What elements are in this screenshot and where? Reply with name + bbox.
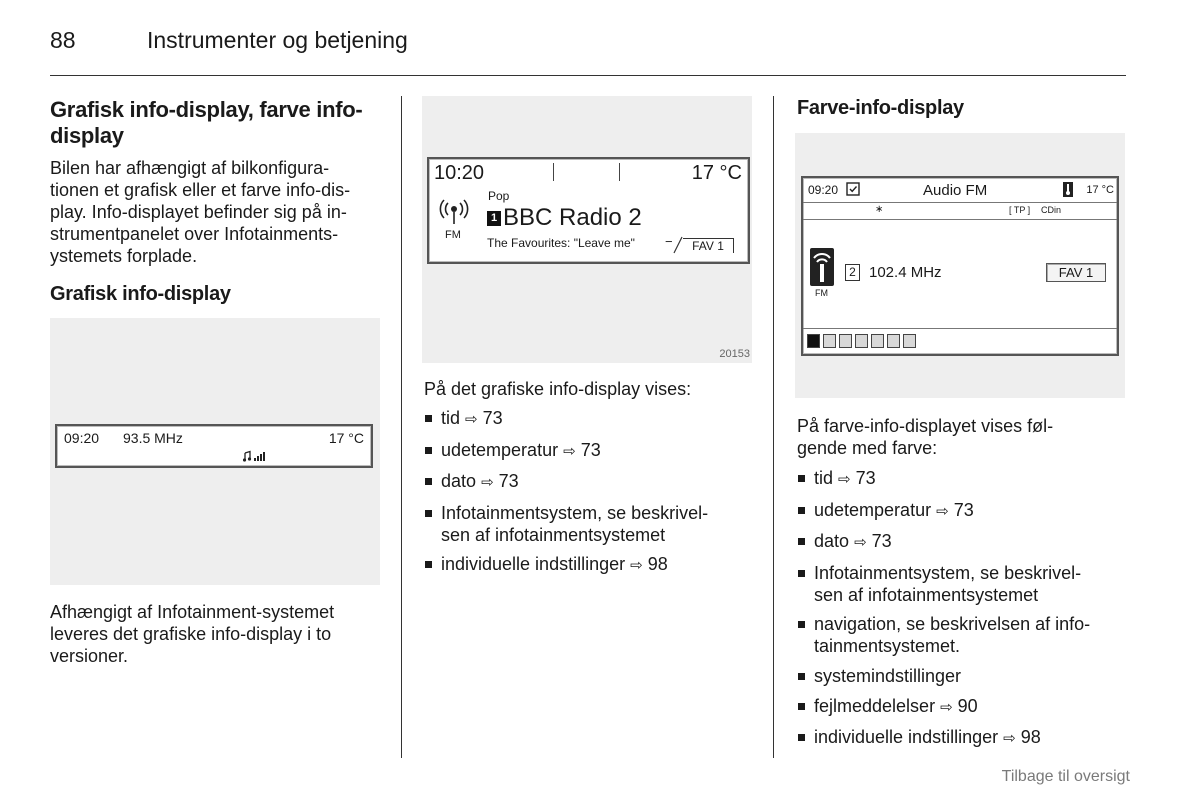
list-item — [424, 439, 708, 463]
preset-number-badge: 1 — [487, 211, 501, 226]
bullet-marker — [798, 570, 805, 577]
graphic-display-intro: På det grafiske info-display vises: — [424, 379, 692, 399]
bullet-marker — [798, 673, 805, 680]
list-item-text: individuelle indstillinger — [814, 727, 999, 748]
display-separator — [553, 163, 554, 181]
list-item — [797, 562, 1090, 606]
bullet-marker — [425, 478, 432, 485]
text-line: tionen et grafisk eller et farve info-dis- — [50, 180, 351, 200]
subheading-graphic-display: Grafisk info-display — [50, 283, 231, 305]
page-reference[interactable]: 73 — [953, 499, 974, 520]
text-line: Bilen har afhængigt af bilkonfigura- — [50, 158, 330, 178]
display-temperature: 17 °C — [691, 162, 742, 184]
bullet-marker — [798, 507, 805, 514]
text-line: play. Info-displayet befinder sig på in- — [50, 202, 347, 222]
intro-paragraph — [50, 157, 350, 267]
cross-reference-icon: ⇨ — [940, 698, 953, 716]
bullet-marker — [425, 510, 432, 517]
cross-reference-icon: ⇨ — [563, 442, 576, 460]
list-item-text: sen af infotainmentsystemet — [814, 584, 1039, 605]
fav-tab-icon — [673, 236, 683, 254]
list-item-text: udetemperatur — [441, 439, 559, 460]
list-item-text: tid — [441, 408, 461, 428]
list-item-text: navigation, se beskrivelsen af info- — [814, 614, 1091, 635]
list-item — [797, 665, 1090, 687]
radio-antenna-icon — [439, 197, 469, 225]
back-to-overview-link[interactable]: Tilbage til oversigt — [1001, 768, 1130, 785]
color-display-list — [797, 467, 1090, 758]
bluetooth-icon: ∗ — [875, 204, 884, 215]
bullet-marker — [425, 415, 432, 422]
navigation-icon — [855, 334, 868, 348]
list-item — [797, 530, 1090, 554]
display-temperature: 17 °C — [328, 430, 364, 446]
header-divider — [50, 75, 1126, 76]
audio-icon — [807, 334, 820, 348]
graphic-display-list — [424, 407, 708, 585]
fav-button: FAV 1 — [683, 238, 734, 253]
display-title: Audio FM — [923, 182, 988, 199]
display-frequency: 93.5 MHz — [123, 430, 183, 446]
radio-antenna-icon — [810, 248, 834, 286]
page-reference[interactable]: 90 — [957, 695, 978, 716]
page-reference[interactable]: 98 — [1020, 727, 1041, 748]
display-temperature: 17 °C — [1086, 184, 1114, 196]
list-item — [424, 407, 708, 431]
list-item — [797, 695, 1090, 719]
display-band: FM — [445, 229, 461, 241]
display-screen — [801, 176, 1119, 356]
section-heading-line: display — [50, 123, 124, 148]
column-divider-right — [773, 96, 774, 758]
bullet-marker — [798, 538, 805, 545]
list-item-text: systemindstillinger — [814, 665, 962, 686]
list-item — [424, 553, 708, 577]
display-station-name: BBC Radio 2 — [503, 204, 642, 231]
text-line: Afhængigt af Infotainment-systemet — [50, 602, 335, 622]
figure-id: 20153 — [719, 348, 750, 360]
bullet-marker — [425, 561, 432, 568]
display-time: 09:20 — [64, 430, 100, 446]
list-item — [424, 470, 708, 494]
list-item-text: tid — [814, 468, 834, 488]
bullet-marker — [798, 734, 805, 741]
page-number: 88 — [50, 27, 76, 53]
cross-reference-icon: ⇨ — [481, 474, 494, 492]
text-line: leveres det grafiske info-display i to — [50, 624, 332, 644]
fav-button: FAV 1 — [1046, 263, 1106, 282]
display-time: 10:20 — [434, 162, 485, 184]
cross-reference-icon: ⇨ — [936, 502, 949, 520]
page-reference[interactable]: 73 — [498, 471, 519, 492]
color-display-intro — [797, 415, 1053, 459]
figure-color-display — [795, 133, 1125, 398]
versions-paragraph — [50, 601, 334, 667]
cross-reference-icon: ⇨ — [1003, 730, 1016, 748]
cdin-indicator: CDin — [1041, 205, 1062, 215]
list-item-text: Infotainmentsystem, se beskrivel- — [814, 562, 1082, 583]
figure-radio-display — [422, 96, 752, 363]
list-item — [424, 502, 708, 546]
list-item — [797, 467, 1090, 491]
preset-number-badge: 2 — [845, 264, 860, 281]
cross-reference-icon: ⇨ — [465, 411, 478, 428]
display-genre: Pop — [488, 189, 510, 203]
display-song-info: The Favourites: "Leave me" — [487, 236, 635, 250]
phone-icon — [839, 334, 852, 348]
cross-reference-icon: ⇨ — [854, 534, 867, 552]
cross-reference-icon: ⇨ — [838, 471, 851, 488]
bullet-marker — [798, 703, 805, 710]
list-item-text: fejlmeddelelser — [814, 695, 936, 716]
display-separator — [619, 163, 620, 181]
status-bar — [803, 178, 1117, 203]
display-screen — [55, 424, 373, 468]
section-heading — [50, 97, 390, 149]
display-dash: − — [665, 234, 673, 249]
display-screen — [427, 157, 750, 264]
text-line: gende med farve: — [797, 438, 938, 458]
list-item-text: Infotainmentsystem, se beskrivel- — [441, 502, 709, 523]
text-line: På farve-info-displayet vises føl- — [797, 416, 1054, 436]
text-line: ystemets forplade. — [50, 246, 198, 266]
text-line: versioner. — [50, 646, 129, 666]
clock-icon — [846, 182, 860, 196]
page-reference[interactable]: 98 — [647, 554, 668, 575]
back-icon — [903, 334, 916, 348]
figure-graphic-display — [50, 318, 380, 585]
music-signal-icon — [243, 450, 273, 462]
column-divider-left — [401, 96, 402, 758]
bullet-marker — [798, 475, 805, 482]
list-item — [797, 726, 1090, 750]
list-item-text: udetemperatur — [814, 499, 932, 520]
cross-reference-icon: ⇨ — [630, 557, 643, 575]
tp-indicator: [ TP ] — [1009, 205, 1031, 215]
list-item-text: tainmentsystemet. — [814, 636, 961, 657]
page-reference[interactable]: 73 — [871, 531, 892, 552]
list-item — [797, 499, 1090, 523]
cd-icon — [823, 334, 836, 348]
page-header-title: Instrumenter og betjening — [147, 27, 408, 53]
display-frequency: 102.4 MHz — [869, 264, 942, 281]
subheading-color-display: Farve-info-display — [797, 97, 964, 119]
info-bar — [803, 203, 1117, 220]
page-reference[interactable]: 73 — [855, 468, 876, 488]
text-line: strumentpanelet over Infotainments- — [50, 224, 339, 244]
settings-icon — [887, 334, 900, 348]
list-item-text: dato — [441, 471, 477, 492]
page-reference[interactable]: 73 — [482, 408, 503, 428]
bullet-marker — [798, 621, 805, 628]
list-item-text: sen af infotainmentsystemet — [441, 524, 666, 545]
page-reference[interactable]: 73 — [580, 439, 601, 460]
bullet-marker — [425, 447, 432, 454]
display-band: FM — [815, 288, 828, 298]
thermometer-icon — [1063, 182, 1073, 197]
display-time: 09:20 — [808, 183, 839, 197]
list-item-text: dato — [814, 531, 850, 552]
section-heading-line: Grafisk info-display, farve info- — [50, 97, 363, 122]
sound-icon — [871, 334, 884, 348]
list-item-text: individuelle indstillinger — [441, 554, 626, 575]
list-item — [797, 613, 1090, 657]
bottom-divider — [803, 328, 1117, 329]
